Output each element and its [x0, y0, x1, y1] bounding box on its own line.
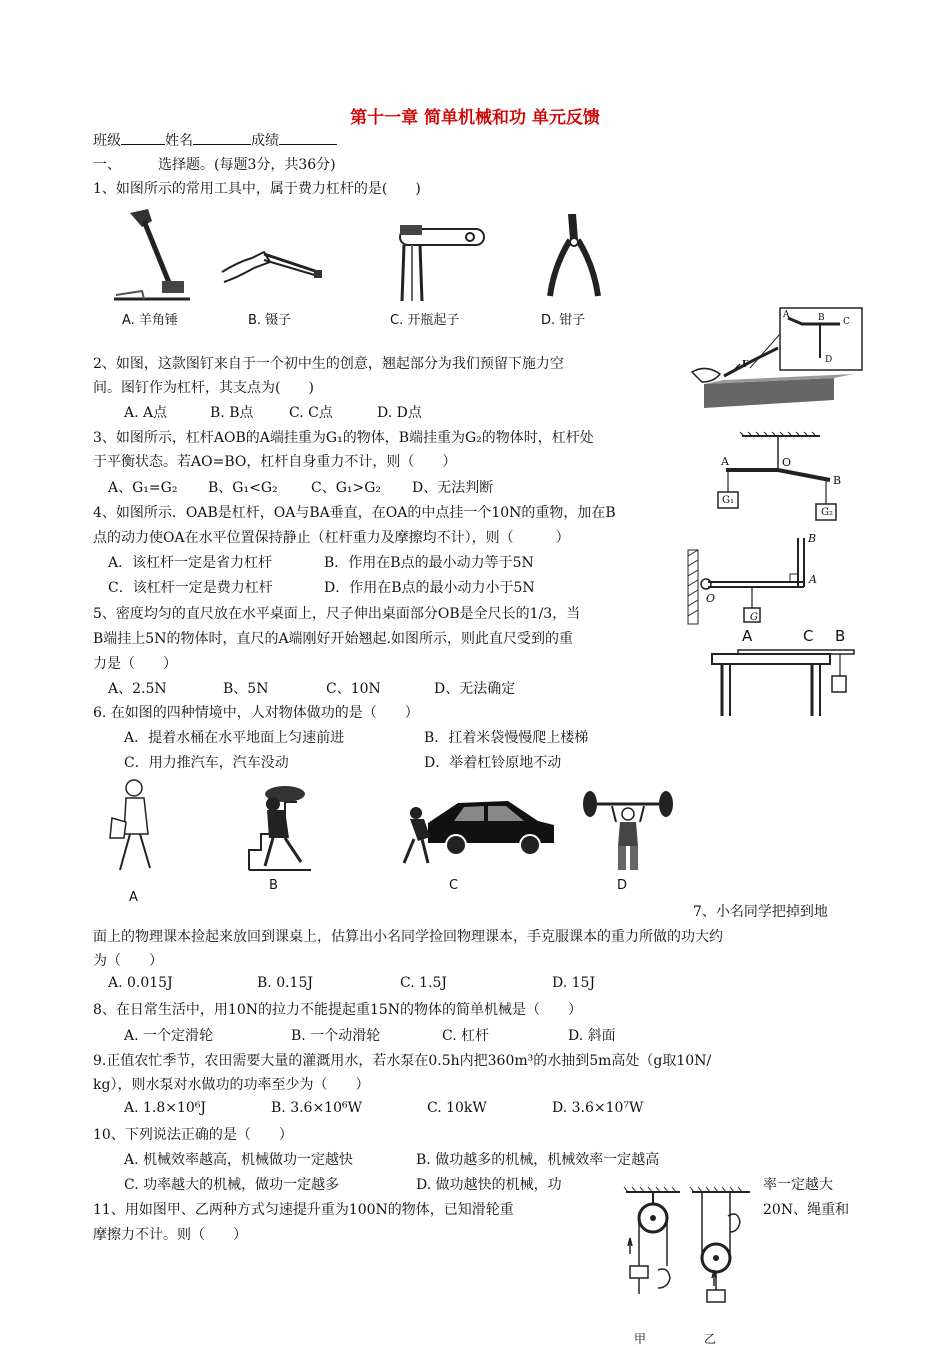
q2-option-a: A. A点: [124, 405, 168, 421]
q5-ruler-table-figure: [708, 646, 858, 720]
q5-line-2: B端挂上5N的物体时，直尺的A端刚好开始翘起.如图所示，则此直尺受到的重: [93, 631, 574, 647]
q6-bucket-figure: [104, 778, 166, 878]
class-label: 班级: [93, 133, 121, 149]
q9-option-c: C. 10kW: [427, 1100, 487, 1116]
q4-option-a: A．该杠杆一定是省力杠杆: [108, 555, 273, 571]
q6-fig-label-a: A: [129, 890, 138, 905]
q6-stem: 6. 在如图的四种情境中，人对物体做功的是（ ）: [93, 705, 419, 721]
q3-fig-label-o: O: [782, 456, 792, 469]
q2-line-2: 间。图钉作为杠杆，其支点为( ): [93, 380, 314, 396]
q4-option-c: C．该杠杆一定是费力杠杆: [108, 580, 273, 596]
q1-hammer-figure: [112, 205, 192, 305]
page-title: 第十一章 简单机械和功 单元反馈: [350, 108, 600, 128]
q11-line-1-tail: 20N、绳重和: [763, 1202, 850, 1218]
q5-option-c: C、10N: [326, 681, 381, 697]
q10-option-a: A. 机械效率越高，机械做功一定越快: [124, 1152, 354, 1168]
q11-fig-label-yi: 乙: [704, 1332, 717, 1346]
class-blank[interactable]: [121, 132, 165, 145]
q3-fig-label-b: B: [833, 474, 842, 487]
q1-pliers-figure: [540, 210, 610, 300]
q1-label-a: A. 羊角锤: [122, 313, 178, 328]
q7-line-2: 面上的物理课本捡起来放回到课桌上，估算出小名同学捡回物理课本，手克服课本的重力所做的功大约: [93, 929, 723, 945]
q3-fig-label-g2: G₂: [821, 507, 833, 518]
q4-fig-label-g: G: [750, 612, 758, 623]
q7-option-c: C. 1.5J: [400, 975, 447, 991]
q5-line-1: 5、密度均匀的直尺放在水平桌面上，尺子伸出桌面部分OB是全尺长的1/3，当: [93, 606, 581, 622]
q5-option-a: A、2.5N: [108, 681, 167, 697]
q9-option-a: A. 1.8×10⁶J: [124, 1100, 207, 1116]
q5-fig-label-c: C: [803, 627, 814, 645]
q5-option-b: B、5N: [223, 681, 269, 697]
q6-fig-label-c: C: [449, 878, 459, 893]
q3-fig-label-g1: G₁: [722, 495, 734, 506]
q4-option-d: D．作用在B点的最小动力小于5N: [324, 580, 535, 596]
q4-fig-label-a: A: [809, 573, 817, 586]
name-blank[interactable]: [193, 132, 251, 145]
q2-option-d: D. D点: [377, 405, 422, 421]
q2-fig-label-c: C: [843, 317, 850, 327]
q9-line-2: kg），则水泵对水做功的功率至少为（ ）: [93, 1077, 370, 1093]
q1-label-c: C. 开瓶起子: [390, 313, 460, 328]
q1-stem: 1、如图所示的常用工具中，属于费力杠杆的是( ): [93, 181, 421, 197]
q1-bottle-opener-figure: [390, 215, 490, 305]
q10-stem: 10、下列说法正确的是（ ）: [93, 1127, 293, 1143]
score-label: 成绩: [251, 133, 279, 149]
q11-fig-label-jia: 甲: [634, 1332, 647, 1346]
q1-label-b: B. 镊子: [248, 313, 292, 328]
q2-pushpin-figure: [684, 304, 864, 412]
q2-line-1: 2、如图，这款图钉来自于一个初中生的创意，翘起部分为我们预留下施力空: [93, 356, 564, 372]
q3-option-d: D、无法判断: [412, 480, 494, 496]
q8-option-a: A. 一个定滑轮: [124, 1028, 214, 1044]
q7-option-b: B. 0.15J: [257, 975, 313, 991]
q6-fig-label-d: D: [617, 878, 628, 893]
q2-fig-label-d: D: [825, 355, 833, 365]
name-label: 姓名: [165, 133, 193, 149]
q7-option-d: D. 15J: [552, 975, 596, 991]
q9-line-1: 9.正值农忙季节，农田需要大量的灌溉用水，若水泵在0.5h内把360m³的水抽到5m高处（g取10N/: [93, 1053, 712, 1069]
student-info-line: [93, 130, 337, 150]
q6-stairs-figure: [245, 780, 315, 874]
q6-option-b: B．扛着米袋慢慢爬上楼梯: [424, 730, 589, 746]
q4-fig-label-b: B: [808, 532, 817, 545]
q3-option-c: C、G₁>G₂: [311, 480, 382, 496]
q6-car-figure: [398, 793, 558, 867]
q5-fig-label-b: B: [835, 627, 846, 645]
q2-fig-label-f: F: [742, 360, 749, 370]
q6-option-c: C．用力推汽车，汽车没动: [124, 755, 289, 771]
q7-line-1: 7、小名同学把掉到地: [693, 904, 828, 920]
q9-option-b: B. 3.6×10⁶W: [271, 1100, 362, 1116]
q2-fig-label-b: B: [818, 313, 825, 323]
q4-fig-label-o: O: [706, 592, 716, 605]
q6-fig-label-b: B: [269, 878, 278, 893]
q11-line-2: 摩擦力不计。则（ ）: [93, 1227, 247, 1243]
q5-fig-label-a: A: [742, 627, 753, 645]
q8-option-b: B. 一个动滑轮: [291, 1028, 381, 1044]
q6-barbell-figure: [580, 784, 676, 874]
q10-option-d: D. 做功越快的机械，功: [416, 1177, 562, 1193]
q8-option-d: D. 斜面: [568, 1028, 616, 1044]
score-blank[interactable]: [279, 132, 337, 145]
section-1-number: 一、: [93, 157, 121, 173]
q10-option-d-tail: 率一定越大: [763, 1177, 833, 1193]
q4-option-b: B．作用在B点的最小动力等于5N: [324, 555, 534, 571]
q6-option-d: D．举着杠铃原地不动: [424, 755, 562, 771]
section-1-heading: 选择题。(每题3分，共36分): [158, 157, 336, 173]
q1-tweezers-figure: [218, 232, 328, 292]
q8-option-c: C. 杠杆: [442, 1028, 490, 1044]
q1-label-d: D. 钳子: [541, 313, 586, 328]
q10-option-c: C. 功率越大的机械，做功一定越多: [124, 1177, 340, 1193]
q7-line-3: 为（ ）: [93, 953, 163, 969]
q2-fig-label-a: A: [783, 310, 790, 320]
q10-option-b: B. 做功越多的机械，机械效率一定越高: [416, 1152, 660, 1168]
q3-fig-label-a: A: [721, 455, 729, 468]
q8-stem: 8、在日常生活中，用10N的拉力不能提起重15N的物体的简单机械是（ ）: [93, 1002, 583, 1018]
q3-option-b: B、G₁<G₂: [208, 480, 278, 496]
q2-option-b: B. B点: [210, 405, 254, 421]
q11-line-1: 11、用如图甲、乙两种方式匀速提升重为100N的物体，已知滑轮重: [93, 1202, 514, 1218]
q11-pulley-figure: [618, 1186, 764, 1312]
q9-option-d: D. 3.6×10⁷W: [552, 1100, 644, 1116]
q7-option-a: A. 0.015J: [108, 975, 173, 991]
q3-line-1: 3、如图所示，杠杆AOB的A端挂重为G₁的物体，B端挂重为G₂的物体时，杠杆处: [93, 430, 594, 446]
q3-option-a: A、G₁=G₂: [108, 480, 178, 496]
q4-lever-figure: [686, 530, 806, 628]
q3-line-2: 于平衡状态。若AO=BO，杠杆自身重力不计，则（ ）: [93, 454, 457, 470]
q5-option-d: D、无法确定: [434, 681, 516, 697]
q4-line-1: 4、如图所示．OAB是杠杆，OA与BA垂直，在OA的中点挂一个10N的重物，加在B: [93, 505, 616, 521]
q6-option-a: A．提着水桶在水平地面上匀速前进: [124, 730, 345, 746]
q4-line-2: 点的动力使OA在水平位置保持静止（杠杆重力及摩擦均不计），则（ ）: [93, 530, 570, 546]
q2-option-c: C. C点: [289, 405, 333, 421]
q5-line-3: 力是（ ）: [93, 656, 177, 672]
